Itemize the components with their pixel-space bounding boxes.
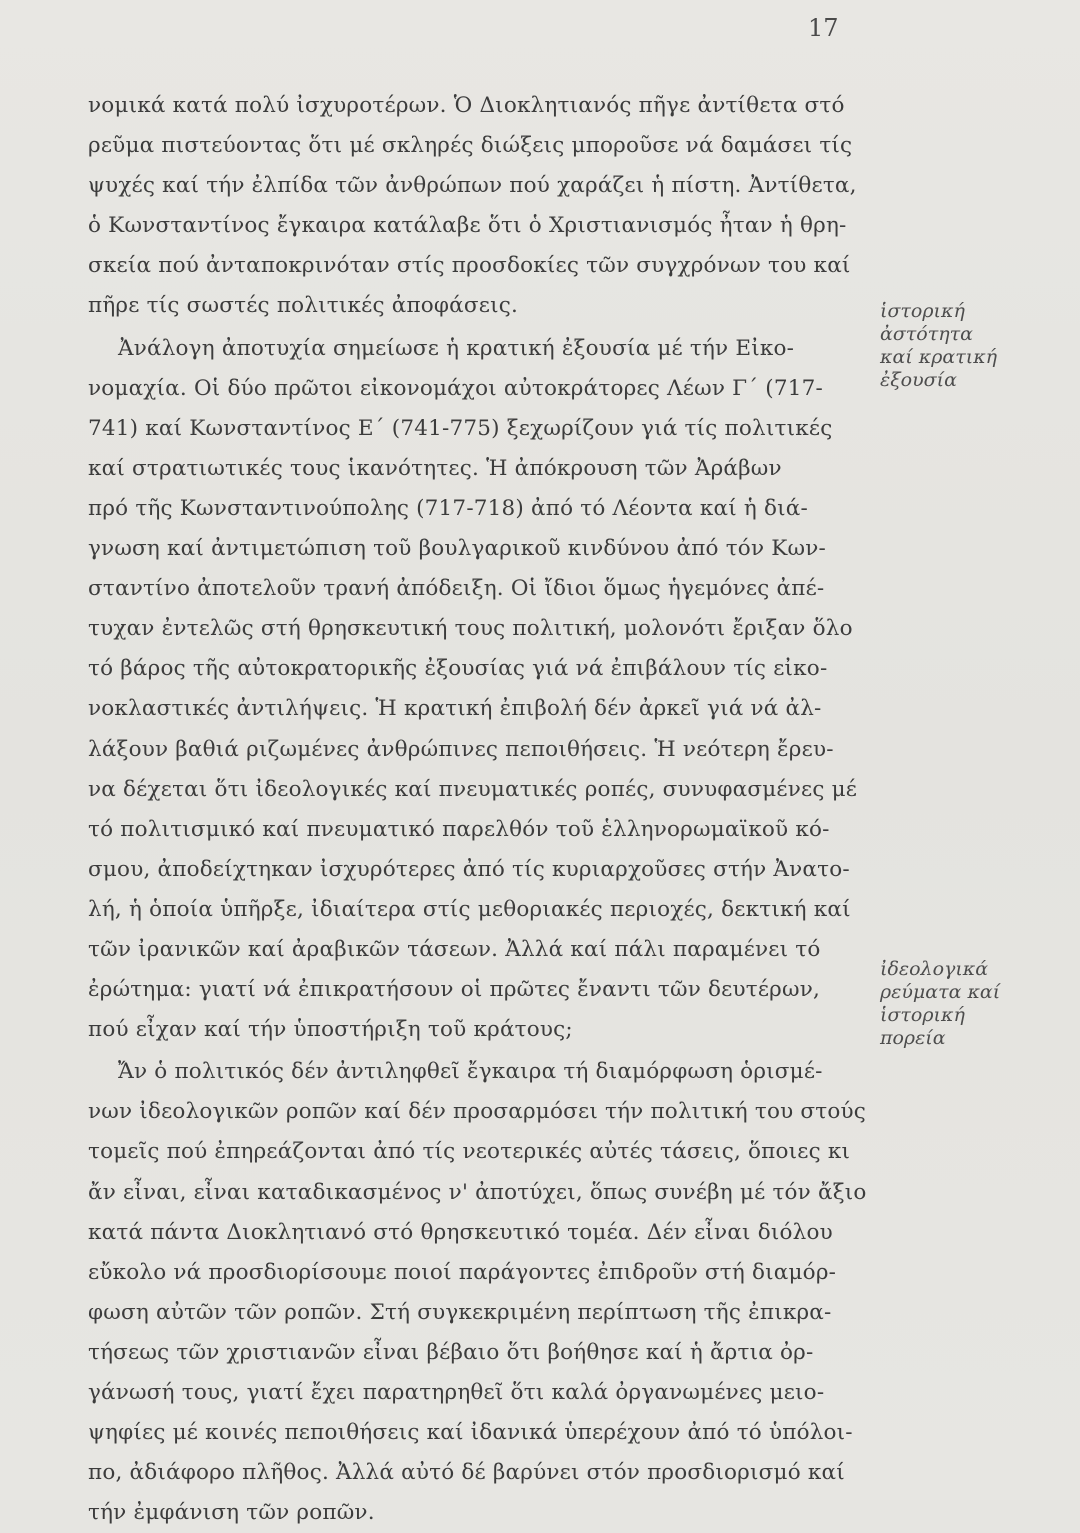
- margin-note-line: ἰδεολογικά: [880, 958, 989, 980]
- text-line: πρό τῆς Κωνσταντινούπολης (717-718) ἀπό τό Λέοντα καί ἡ διά-: [88, 495, 808, 521]
- margin-note-line: ἱστορική: [880, 1004, 965, 1026]
- margin-note-line: πορεία: [880, 1027, 946, 1049]
- margin-note-2: [880, 958, 1040, 1050]
- text-line: νοκλαστικές ἀντιλήψεις. Ἡ κρατική ἐπιβολή δέν ἀρκεῖ γιά νά ἀλ-: [88, 696, 822, 722]
- text-line: λή, ἡ ὁποία ὑπῆρξε, ἰδιαίτερα στίς μεθοριακές περιοχές, δεκτική καί: [88, 896, 851, 922]
- text-line: ἄν εἶναι, εἶναι καταδικασμένος ν' ἀποτύχει, ὅπως συνέβη μέ τόν ἄξιο: [88, 1179, 867, 1205]
- text-line: γνωση καί ἀντιμετώπιση τοῦ βουλγαρικοῦ κινδύνου ἀπό τόν Κων-: [88, 536, 826, 562]
- page-number: 17: [808, 14, 839, 42]
- margin-note-line: καί κρατική: [880, 346, 998, 368]
- text-line: τό πολιτισμικό καί πνευματικό παρελθόν τοῦ ἑλληνορωμαϊκοῦ κό-: [88, 816, 830, 842]
- margin-note-line: ἀστότητα: [880, 323, 973, 345]
- text-line: τῶν ἰρανικῶν καί ἀραβικῶν τάσεων. Ἀλλά καί πάλι παραμένει τό: [88, 936, 821, 962]
- text-line: ὁ Κωνσταντίνος ἔγκαιρα κατάλαβε ὅτι ὁ Χριστιανισμός ἦταν ἡ θρη-: [88, 213, 847, 239]
- text-line: πῆρε τίς σωστές πολιτικές ἀποφάσεις.: [88, 293, 519, 319]
- text-line: πο, ἀδιάφορο πλῆθος. Ἀλλά αὐτό δέ βαρύνει στόν προσδιορισμό καί: [88, 1460, 845, 1486]
- paragraph-3: [88, 1052, 868, 1533]
- text-line: ρεῦμα πιστεύοντας ὅτι μέ σκληρές διώξεις μποροῦσε νά δαμάσει τίς: [88, 133, 853, 159]
- paragraph-1: [88, 86, 868, 327]
- text-line: Ἀνάλογη ἀποτυχία σημείωσε ἡ κρατική ἐξουσία μέ τήν Εἰκο-: [118, 335, 795, 361]
- margin-note-1: [880, 300, 1040, 392]
- margin-note-line: ἐξουσία: [880, 369, 957, 391]
- text-line: τομεῖς πού ἐπηρεάζονται ἀπό τίς νεοτερικές αὐτές τάσεις, ὅποιες κι: [88, 1139, 851, 1165]
- text-line: κατά πάντα Διοκλητιανό στό θρησκευτικό τομέα. Δέν εἶναι διόλου: [88, 1219, 833, 1245]
- text-line: νων ἰδεολογικῶν ροπῶν καί δέν προσαρμόσει τήν πολιτική του στούς: [88, 1099, 867, 1125]
- text-line: σταντίνο ἀποτελοῦν τρανή ἀπόδειξη. Οἱ ἴδιοι ὅμως ἡγεμόνες ἀπέ-: [88, 576, 825, 602]
- text-line: σμου, ἀποδείχτηκαν ἰσχυρότερες ἀπό τίς κυριαρχοῦσες στήν Ἀνατο-: [88, 856, 850, 882]
- margin-note-line: ρεύματα καί: [880, 981, 1001, 1003]
- text-line: καί στρατιωτικές τους ἱκανότητες. Ἡ ἀπόκρουση τῶν Ἀράβων: [88, 455, 782, 481]
- text-line: ἐρώτημα: γιατί νά ἐπικρατήσουν οἱ πρῶτες ἔναντι τῶν δευτέρων,: [88, 977, 821, 1003]
- text-line: πού εἶχαν καί τήν ὑποστήριξη τοῦ κράτους;: [88, 1017, 573, 1043]
- paragraph-2: [88, 329, 868, 1051]
- text-line: νομικά κατά πολύ ἰσχυροτέρων. Ὁ Διοκλητιανός πῆγε ἀντίθετα στό: [88, 93, 845, 118]
- text-line: νομαχία. Οἱ δύο πρῶτοι εἰκονομάχοι αὐτοκράτορες Λέων Γ΄ (717-: [88, 375, 823, 401]
- text-line: ψηφίες μέ κοινές πεποιθήσεις καί ἰδανικά ὑπερέχουν ἀπό τό ὑπόλοι-: [88, 1420, 853, 1446]
- text-line: γάνωσή τους, γιατί ἔχει παρατηρηθεῖ ὅτι καλά ὀργανωμένες μειο-: [88, 1380, 825, 1405]
- text-line: ψυχές καί τήν ἐλπίδα τῶν ἀνθρώπων πού χαράζει ἡ πίστη. Ἀντίθετα,: [88, 173, 857, 199]
- margin-note-line: ἱστορική: [880, 300, 965, 322]
- text-line: σκεία πού ἀνταποκρινόταν στίς προσδοκίες τῶν συγχρόνων του καί: [88, 253, 851, 279]
- text-line: εὔκολο νά προσδιορίσουμε ποιοί παράγοντες ἐπιδροῦν στή διαμόρ-: [88, 1259, 837, 1285]
- text-line: τήσεως τῶν χριστιανῶν εἶναι βέβαιο ὅτι βοήθησε καί ἡ ἄρτια ὀρ-: [88, 1339, 814, 1365]
- text-line: Ἄν ὁ πολιτικός δέν ἀντιληφθεῖ ἔγκαιρα τή διαμόρφωση ὁρισμέ-: [118, 1059, 823, 1085]
- text-line: φωση αὐτῶν τῶν ροπῶν. Στή συγκεκριμένη περίπτωση τῆς ἐπικρα-: [88, 1299, 832, 1325]
- text-line: να δέχεται ὅτι ἰδεολογικές καί πνευματικές ροπές, συνυφασμένες μέ: [88, 776, 858, 802]
- text-line: λάξουν βαθιά ριζωμένες ἀνθρώπινες πεποιθήσεις. Ἡ νεότερη ἔρευ-: [88, 736, 834, 762]
- main-text: [88, 86, 868, 1533]
- text-line: τό βάρος τῆς αὐτοκρατορικῆς ἐξουσίας γιά νά ἐπιβάλουν τίς εἰκο-: [88, 656, 828, 682]
- text-line: 741) καί Κωνσταντίνος Ε΄ (741-775) ξεχωρίζουν γιά τίς πολιτικές: [88, 415, 833, 441]
- text-line: τυχαν ἐντελῶς στή θρησκευτική τους πολιτική, μολονότι ἔριξαν ὅλο: [88, 616, 853, 642]
- text-line: τήν ἐμφάνιση τῶν ροπῶν.: [88, 1500, 375, 1526]
